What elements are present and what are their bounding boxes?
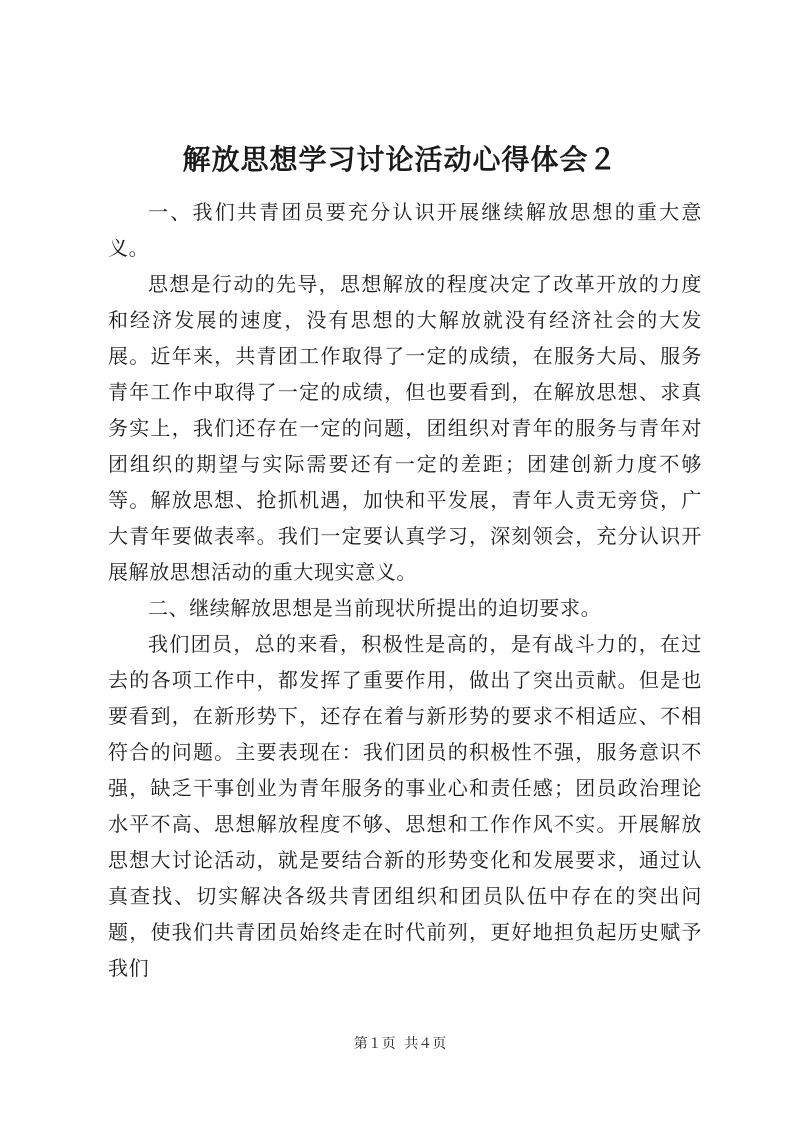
document-body: [108, 194, 702, 986]
paragraph-body-2: 我们团员，总的来看，积极性是高的，是有战斗力的，在过去的各项工作中，都发挥了重要作用，做出了突出贡献。但是也要看到，在新形势下，还存在着与新形势的要求不相适应、不相符合的问题。主要表现在：我们团员的积极性不强，服务意识不强，缺乏干事创业为青年服务的事业心和责任感；团员政治理论水平不高、思想解放程度不够、思想和工作作风不实。开展解放思想大讨论活动，就是要结合新的形势变化和发展要求，通过认真查找、切实解决各级共青团组织和团员队伍中存在的突出问题，使我们共青团员始终走在时代前列，更好地担负起历史赋予我们: [108, 632, 702, 980]
paragraph-heading-1: 一、我们共青团员要充分认识开展继续解放思想的重大意义。: [108, 200, 702, 260]
page-footer: [0, 1034, 800, 1054]
page-total: 共４页: [404, 1036, 447, 1052]
document-title: 解放思想学习讨论活动心得体会２: [182, 143, 618, 176]
paragraph-body-1: 思想是行动的先导，思想解放的程度决定了改革开放的力度和经济发展的速度，没有思想的大解放就没有经济社会的大发展。近年来，共青团工作取得了一定的成绩，在服务大局、服务青年工作中取得了一定的成绩，但也要看到，在解放思想、求真务实上，我们还存在一定的问题，团组织对青年的服务与青年对团组织的期望与实际需要还有一定的差距；团建创新力度不够等。解放思想、抢抓机遇，加快和平发展，青年人责无旁贷，广大青年要做表率。我们一定要认真学习，深刻领会，充分认识开展解放思想活动的重大现实意义。: [108, 272, 702, 584]
page-number: 第１页: [353, 1036, 396, 1052]
paragraph-heading-2: 二、继续解放思想是当前现状所提出的迫切要求。: [148, 596, 602, 620]
